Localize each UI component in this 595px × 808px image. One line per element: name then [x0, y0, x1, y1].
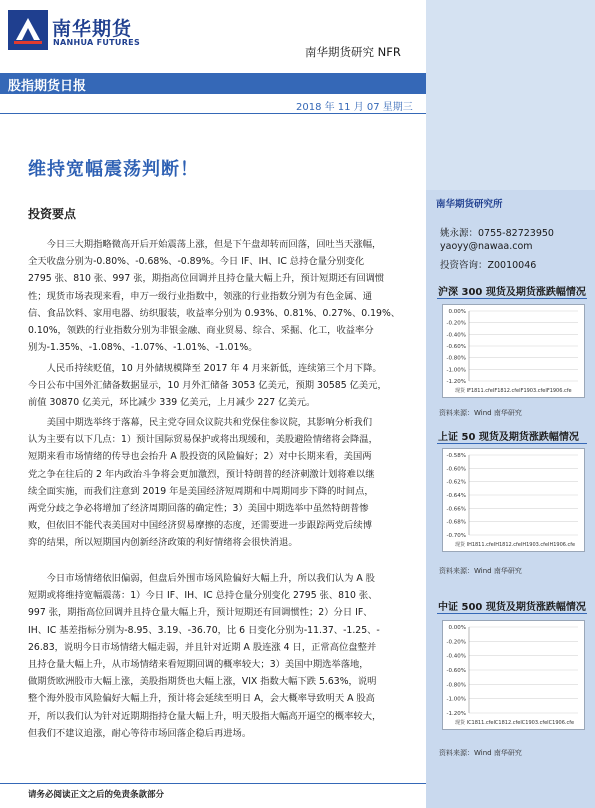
chart-1-plot — [443, 305, 584, 397]
y-tick-label: -0.62% — [446, 479, 466, 486]
paragraph-line: 全天收盘分别为-0.80%、-0.68%、-0.89%。今日 IF、IH、IC 总持仓量分别变化 — [28, 256, 365, 268]
nanhua-logo-icon — [8, 10, 48, 50]
chart-3-rule — [437, 613, 587, 614]
y-tick-label: -0.40% — [446, 653, 466, 660]
paragraph-line: IH、IC 基差指标分别为-8.95、3.19、-36.70，比 6 日变化分别为-11.37、-1.25、- — [28, 624, 380, 636]
analyst-contact: 姚永源：0755-82723950 — [440, 228, 554, 239]
paragraph-line: 做期货欧洲股市大幅上涨，美股指期货也大幅上涨，VIX 指数大幅下跌 5.63%，说明 — [28, 676, 377, 688]
paragraph-line: 美国中期选举终于落幕，民主党夺回众议院共和党保住参议院，其影响分析我们 — [46, 417, 372, 428]
consult-license: 投资咨询：Z0010046 — [440, 260, 537, 271]
y-tick-label: 0.00% — [448, 625, 466, 631]
paragraph-line: 别为-1.35%、-1.08%、-1.07%、-1.01%、-1.01%。 — [28, 342, 258, 354]
paragraph-line: 前值 30870 亿美元，环比减少 339 亿美元，上月减少 227 亿美元。 — [28, 397, 316, 409]
logo-chinese-name: 南华期货 — [52, 18, 133, 40]
y-tick-label: -0.80% — [446, 682, 466, 689]
paragraph-line: 今日三大期指略微高开后开始震荡上涨，但是下午盘却转而回落，回吐当天涨幅， — [46, 239, 382, 250]
paragraph-line: 2795 张、810 张、997 张，期指高位回调并且持仓量大幅上升，预计短期还有回调惯 — [28, 273, 385, 285]
y-tick-label: -0.66% — [446, 506, 466, 513]
report-type: 股指期货日报 — [8, 79, 87, 94]
y-tick-label: -0.70% — [446, 533, 466, 539]
date-divider — [0, 113, 426, 114]
paragraph-line: 人民币持续贬值，10 月外储规模降至 2017 年 4 月来新低，连续第三个月下降。 — [46, 363, 382, 374]
sidebar-top-panel — [426, 0, 595, 190]
paragraph-line: 0.10%，领跌的行业指数分别为非银金融、商业贸易、综合、采掘、化工，收益率分 — [28, 325, 374, 337]
report-date: 2018 年 11 月 07 星期三 — [296, 102, 413, 113]
sidebar-org: 南华期货研究所 — [436, 199, 503, 210]
logo-english-name: NANHUA FUTURES — [53, 38, 141, 47]
paragraph-us-midterms — [28, 414, 414, 552]
y-tick-label: -0.80% — [446, 355, 466, 362]
research-brand: 南华期货研究 NFR — [305, 45, 401, 59]
analyst-email: yaoyy@nawaa.com — [440, 241, 533, 252]
chart-1-box — [442, 304, 585, 398]
paragraph-line: 认为主要有以下几点：1）预计国际贸易保护或将出现缓和，美股避险情绪将会降温， — [28, 434, 378, 446]
paragraph-line: 且持仓量大幅上升，从市场情绪来看短期回调的概率较大；3）美国中期选举落地， — [28, 659, 369, 671]
disclaimer-note: 请务必阅读正文之后的免责条款部分 — [28, 790, 165, 800]
paragraph-line: 短期来看市场情绪的传导也会抬升 A 股投资的风险偏好；2）对中长期来看，美国两 — [28, 451, 372, 463]
y-tick-label: -1.20% — [446, 379, 466, 385]
x-category-labels: 现货 IH1811.cfeIH1812.cfeIH1903.cfeIH1906.cfe — [455, 542, 576, 548]
footer-divider — [0, 783, 426, 784]
chart-3-heading: 中证 500 现货及期货涨跌幅情况 — [438, 602, 586, 613]
y-tick-label: -1.00% — [446, 367, 466, 374]
y-tick-label: -0.40% — [446, 332, 466, 339]
chart-1-source: 资料来源：Wind 南华研究 — [439, 409, 522, 417]
chart-2-heading: 上证 50 现货及期货涨跌幅情况 — [438, 432, 579, 443]
paragraph-line: 续全面实施，而我们注意到 2019 年是美国经济短周期和中周期同步下降的时间点， — [28, 485, 374, 497]
paragraph-line: 短期或将维持宽幅震荡：1）今日 IF、IH、IC 总持仓量分别变化 2795 张、810 张、 — [28, 590, 378, 602]
y-tick-label: -0.60% — [446, 668, 466, 674]
y-tick-label: -0.64% — [446, 493, 466, 499]
paragraph-line: 党之争在往后的 2 年内政治斗争将会更加激烈，预计特朗普的经济刺激计划将难以继 — [28, 468, 375, 480]
paragraph-outlook — [28, 570, 414, 742]
chart-2-box — [442, 448, 585, 552]
paragraph-line: 两党分歧之争必将增加了经济周期回落的确定性；3）美国中期选举中虽然特朗普惨 — [28, 503, 369, 515]
x-category-labels: 现货 IC1811.cfeIC1812.cfeIC1903.cfeIC1906.cfe — [455, 720, 575, 726]
paragraph-line: 但我们不建议追涨，耐心等待市场回落企稳后再进场。 — [28, 727, 252, 739]
paragraph-line: 997 张，期指高位回调并且持仓量大幅上升，预计短期还有回调惯性；2）分日 IF、 — [28, 607, 373, 619]
company-logo — [8, 10, 158, 50]
paragraph-line: 今日公布中国外汇储备数据显示，10 月外汇储备 3053 亿美元，预期 30585 亿美元， — [28, 380, 387, 392]
chart-1-rule — [437, 298, 587, 299]
y-tick-label: 0.00% — [448, 309, 466, 315]
chart-3-box — [442, 620, 585, 730]
chart-3-source: 资料来源：Wind 南华研究 — [439, 749, 522, 757]
y-tick-label: -0.60% — [446, 466, 466, 473]
paragraph-line: 败，但依旧不能代表美国对中国经济贸易摩擦的态度，还需要进一步跟踪两党后续博 — [28, 520, 372, 532]
y-tick-label: -0.58% — [446, 453, 466, 459]
y-tick-label: -0.20% — [446, 320, 466, 327]
y-tick-label: -0.68% — [446, 519, 466, 526]
paragraph-line: 今日市场情绪依旧偏弱，但盘后外围市场风险偏好大幅上升，所以我们认为 A 股 — [46, 573, 375, 584]
y-tick-label: -1.00% — [446, 696, 466, 703]
y-tick-label: -0.20% — [446, 639, 466, 646]
paragraph-line: 26.83，说明今日市场情绪大幅走弱，并且针对近期 A 股连涨 4 日，正常高位盘整并 — [28, 641, 377, 653]
paragraph-line: 弈的结果，所以短期国内创新经济政策的利好情绪将会很快消退。 — [28, 537, 298, 549]
chart-2-source: 资料来源：Wind 南华研究 — [439, 567, 522, 575]
section-title: 投资要点 — [28, 207, 77, 221]
paragraph-fx-reserves — [28, 360, 414, 412]
chart-3-plot — [443, 621, 584, 729]
paragraph-line: 信、食品饮料、家用电器、纺织服装，收益率分别为 0.93%、0.81%、0.27%、0.19%、 — [28, 307, 401, 319]
chart-2-plot — [443, 449, 584, 551]
paragraph-line: 性；现货市场表现来看，申万一级行业指数中，领涨的行业指数分别为有色金属、通 — [28, 290, 372, 302]
x-category-labels: 现货 IF1811.cfeIF1812.cfeIF1903.cfeIF1906.cfe — [455, 388, 572, 394]
report-type-band — [0, 73, 426, 94]
chart-2-rule — [437, 443, 587, 444]
chart-1-heading: 沪深 300 现货及期货涨跌幅情况 — [438, 287, 586, 298]
y-tick-label: -1.20% — [446, 711, 466, 717]
paragraph-market-summary — [28, 236, 414, 356]
paragraph-line: 开，所以我们认为针对近期期指持仓量大幅上升，明天股指大幅高开逼空的概率较大， — [28, 710, 382, 722]
y-tick-label: -0.60% — [446, 344, 466, 350]
paragraph-line: 整个海外股市风险偏好大幅上升，预计将会延续至明日 A，会大概率导致明天 A 股高 — [28, 693, 375, 705]
page-title: 维持宽幅震荡判断！ — [28, 159, 199, 180]
